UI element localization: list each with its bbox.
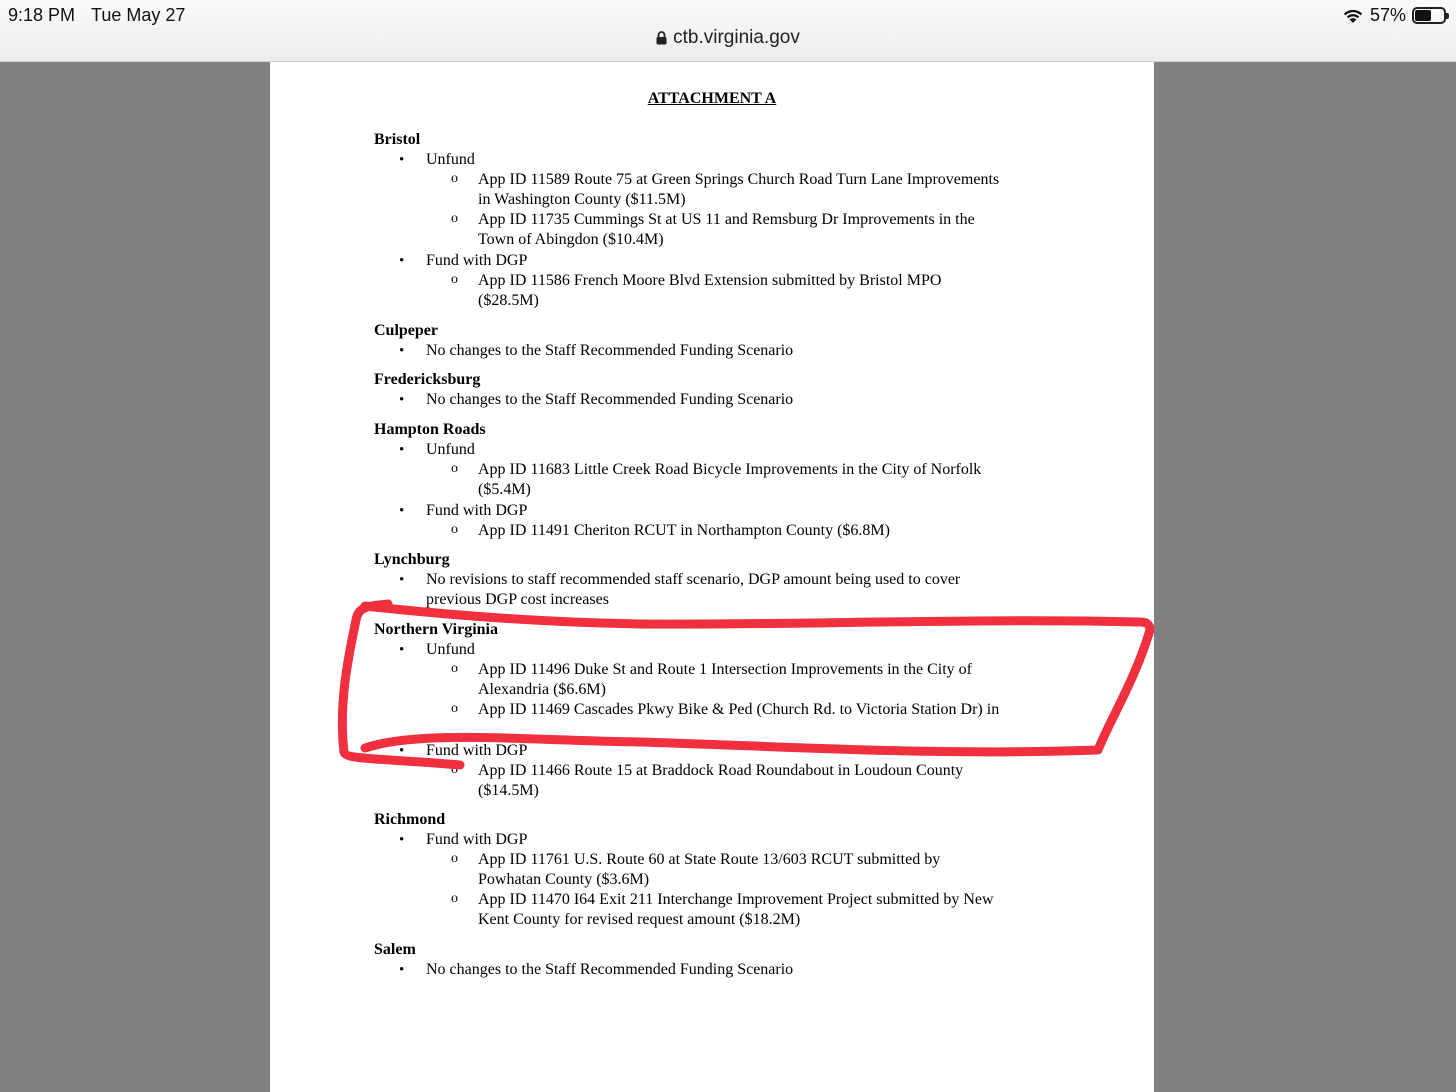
- category-line: • No revisions to staff recommended staff scenario, DGP amount being used to cover: [426, 571, 961, 588]
- status-time: 9:18 PM: [8, 5, 76, 25]
- item-line: o App ID 11496 Duke St and Route 1 Intersection Improvements in the City of: [478, 661, 972, 678]
- item-line: ($5.4M): [478, 481, 531, 498]
- category: • No changes to the Staff Recommended Funding Scenario: [374, 341, 1074, 361]
- list-item: [374, 521, 1074, 541]
- region-name: Richmond: [374, 811, 446, 828]
- item-line: ($28.5M): [478, 292, 539, 309]
- region-name: Hampton Roads: [374, 421, 486, 438]
- region-salem: [374, 939, 1074, 980]
- list-item: [374, 660, 1074, 700]
- category: • Unfund: [374, 150, 1074, 170]
- list-item: [374, 700, 1074, 740]
- list-item: [374, 460, 1074, 500]
- region-northern-virginia: [374, 619, 1074, 801]
- item-line: o App ID 11466 Route 15 at Braddock Road Roundabout in Loudoun County: [478, 762, 964, 779]
- region-fredericksburg: [374, 369, 1074, 410]
- item-line: o App ID 11761 U.S. Route 60 at State Route 13/603 RCUT submitted by: [478, 851, 941, 868]
- category: • Fund with DGP: [374, 251, 1074, 271]
- status-indicators: [1342, 4, 1446, 26]
- item-line: Powhatan County ($3.6M): [478, 871, 650, 888]
- item-line: o App ID 11683 Little Creek Road Bicycle Improvements in the City of Norfolk: [478, 461, 982, 478]
- battery-icon: [1412, 7, 1446, 24]
- document-title: ATTACHMENT A: [647, 90, 777, 107]
- region-name: Salem: [374, 941, 416, 958]
- region-name: Culpeper: [374, 322, 438, 339]
- list-item: [374, 271, 1074, 311]
- category: • Fund with DGP: [374, 501, 1074, 521]
- lock-icon: [656, 31, 667, 45]
- item-line: Alexandria ($6.6M): [478, 681, 606, 698]
- url-text[interactable]: ctb.virginia.gov: [673, 27, 800, 48]
- wifi-icon: [1342, 7, 1364, 24]
- address-bar[interactable]: [0, 27, 1456, 49]
- region-bristol: [374, 129, 1074, 311]
- item-line: o App ID 11491 Cheriton RCUT in Northampton County ($6.8M): [478, 522, 890, 539]
- category: [374, 570, 1074, 610]
- status-date: Tue May 27: [91, 5, 186, 25]
- list-item: [374, 890, 1074, 930]
- battery-cap: [1446, 13, 1449, 19]
- category: • Unfund: [374, 640, 1074, 660]
- category: • No changes to the Staff Recommended Funding Scenario: [374, 390, 1074, 410]
- item-line: o App ID 11589 Route 75 at Green Springs Church Road Turn Lane Improvements: [478, 171, 1000, 188]
- region-name: Bristol: [374, 131, 421, 148]
- region-name: Lynchburg: [374, 551, 450, 568]
- region-lynchburg: [374, 549, 1074, 610]
- item-line: ($14.5M): [478, 782, 539, 799]
- list-item: [374, 850, 1074, 890]
- battery-percent: 57%: [1369, 4, 1406, 25]
- list-item: [374, 170, 1074, 210]
- item-line: Town of Abingdon ($10.4M): [478, 231, 664, 248]
- region-name: Fredericksburg: [374, 371, 481, 388]
- category-line: previous DGP cost increases: [426, 591, 609, 608]
- item-line: o App ID 11469 Cascades Pkwy Bike & Ped (Church Rd. to Victoria Station Dr) in: [478, 701, 1000, 718]
- item-line: o App ID 11735 Cummings St at US 11 and Remsburg Dr Improvements in the: [478, 211, 975, 228]
- pdf-page: [270, 62, 1154, 1092]
- list-item: [374, 210, 1074, 250]
- browser-top-bar: [0, 0, 1456, 62]
- item-line: Kent County for revised request amount ($18.2M): [478, 911, 801, 928]
- category: • Fund with DGP: [374, 741, 1074, 761]
- region-culpeper: [374, 320, 1074, 361]
- list-item: [374, 761, 1074, 801]
- item-line: o App ID 11586 French Moore Blvd Extension submitted by Bristol MPO: [478, 272, 942, 289]
- item-line-obscured: [478, 720, 1074, 740]
- region-name: Northern Virginia: [374, 621, 498, 638]
- category: • Unfund: [374, 440, 1074, 460]
- region-richmond: [374, 809, 1074, 930]
- battery-level-fill: [1415, 10, 1431, 21]
- item-line: o App ID 11470 I64 Exit 211 Interchange Improvement Project submitted by New: [478, 891, 994, 908]
- region-hampton-roads: [374, 419, 1074, 541]
- category: • Fund with DGP: [374, 830, 1074, 850]
- item-line: in Washington County ($11.5M): [478, 191, 686, 208]
- category: • No changes to the Staff Recommended Funding Scenario: [374, 960, 1074, 980]
